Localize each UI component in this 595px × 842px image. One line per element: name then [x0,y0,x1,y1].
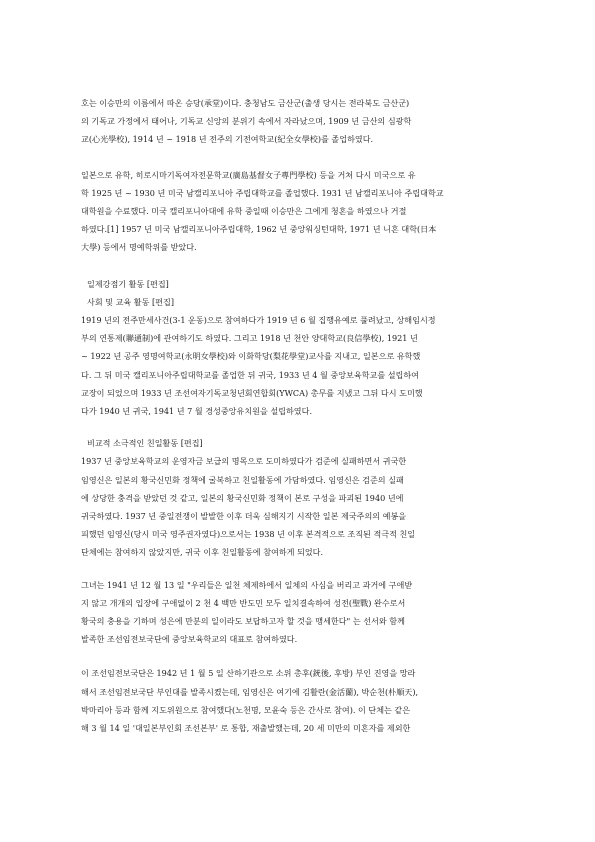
paragraph-oath-1941 [81,576,513,649]
paragraph-passive-collaboration [81,452,513,561]
text-line: 해 3 월 14 일 '대일본부인회 조선본부' 로 통합, 재출발했는데, 20 세 미만의 미혼자를 제외한 [81,723,411,734]
text-line: ~ 1922 년 공주 영명여학교(永明女學校)와 이화학당(梨花學堂)교사를 지내고, 일본으로 유학했 [81,351,421,362]
text-line: 단체에는 참여하지 않았지만, 귀국 이후 친일활동에 참여하게 되었다. [81,547,324,558]
paragraph-social-education [81,311,513,420]
text-line: 피했던 임영신(당시 미국 영주권자였다)으로서는 1938 년 이후 본격적으로 조직된 적극적 친일 [81,529,416,540]
section-heading-colonial-era: 일제강점기 활동 [편집] [87,278,169,289]
text-line: 1937 년 중앙보육학교의 운영자금 보급의 명목으로 도미하였다가 검준에 실패하면서 귀국한 [81,456,407,467]
text-line: 다. 그 뒤 미국 캘리포니아주립대학교를 졸업한 뒤 귀국, 1933 년 4 월 중앙보육학교를 설립하여 [81,369,419,380]
text-line: 호는 이승만의 이름에서 따온 승당(承堂)이다. 충청남도 금산군(출생 당시는 전라북도 금산군) [81,98,410,108]
paragraph-bio-intro [81,94,513,149]
text-line: 귀국하였다. 1937 년 중일전쟁이 발발한 이후 더욱 심해지기 시작한 일본 제국주의의 예봉을 [81,511,407,522]
text-line: 임영신은 일본의 황국신민화 정책에 굴복하고 친일활동에 가담하였다. 임영신은 검준의 실패 [81,474,404,485]
text-line: 학 1925 년 ~ 1930 년 미국 남캘리포니아 주립대학교를 졸업했다. 1931 년 남캘리포니아 주립대학교 [81,187,444,198]
text-line: 하였다.[1] 1957 년 미국 남캘리포니아주립대학, 1962 년 중앙워싱턴대학, 1971 년 니혼 대학(日本 [81,224,437,235]
section-heading-passive-collaboration: 비교적 소극적인 친일활동 [편집] [87,438,203,449]
text-line: 발족한 조선임전보국단에 중앙보육학교의 대표로 참여하였다. [81,634,298,645]
text-line: 박마리아 등과 함께 지도위원으로 참여했다(노천명, 모윤숙 등은 간사로 참여). 이 단체는 같은 [81,704,411,715]
text-line: 지 않고 개개의 입장에 구애없이 2 천 4 백만 반도민 모두 일치결속하여 성전(聖戰) 완수로서 [81,597,406,608]
text-line: 大學) 등에서 명예학위를 받았다. [81,242,197,253]
text-line: 일본으로 유학, 히로시마기독여자전문학교(廣島基督女子專門學校) 등을 거쳐 다시 미국으로 유 [81,169,416,180]
text-line: 의 기독교 가정에서 태어나, 기독교 신앙의 분위기 속에서 자라났으며, 1909 년 금산의 심광학 [81,116,412,127]
text-line: 그녀는 1941 년 12 월 13 일 "우리들은 일천 체제하에서 일체의 사심을 버리고 과거에 구애받 [81,579,413,590]
text-line: 에 상당한 충격을 받았던 것 같고, 일본의 황국신민화 정책이 본로 구성을 파괴된 1940 년에 [81,492,404,503]
paragraph-womens-division [81,664,513,737]
subsection-heading-social-education: 사회 및 교육 활동 [편집] [87,296,174,307]
text-line: 황국의 충용을 기하며 성은에 만분의 일이라도 보답하고자 할 것을 맹세한다" 는 선서와 함께 [81,616,405,627]
text-line: 다가 1940 년 귀국, 1941 년 7 월 경성중앙유치원을 설립하였다. [81,406,313,417]
document-page [81,94,513,737]
text-line: 교(心光學校), 1914 년 ~ 1918 년 전주의 기전여학교(紀全女學校)를 졸업하였다. [81,134,374,145]
text-line: 대학원을 수료했다. 미국 캘리포니아대에 유학 중일때 이승만은 그에게 청혼을 하였으나 거절 [81,206,407,217]
text-line: 해서 조선임전보국단 부인대를 발족시켰는데, 임영신은 여기에 김활란(金活蘭), 박순천(朴順天), [81,686,419,697]
text-line: 1919 년의 전주만세사건(3-1 운동)으로 참여하다가 1919 년 6 월 집행유예로 풀려났고, 상해임시정 [81,315,436,326]
paragraph-study-abroad [81,166,513,257]
text-line: 부의 연통제(聯通制)에 관여하기도 하였다. 그리고 1918 년 천안 양대학교(良信學校), 1921 년 [81,333,418,344]
text-line: 이 조선임전보국단은 1942 년 1 월 5 일 산하기관으로 소위 총후(銃後, 후방) 부인 진영을 망라 [81,668,416,679]
text-line: 교장이 되었으며 1933 년 조선여자기독교청년회연합회(YWCA) 총무를 지냈고 그뒤 다시 도미했 [81,387,423,398]
